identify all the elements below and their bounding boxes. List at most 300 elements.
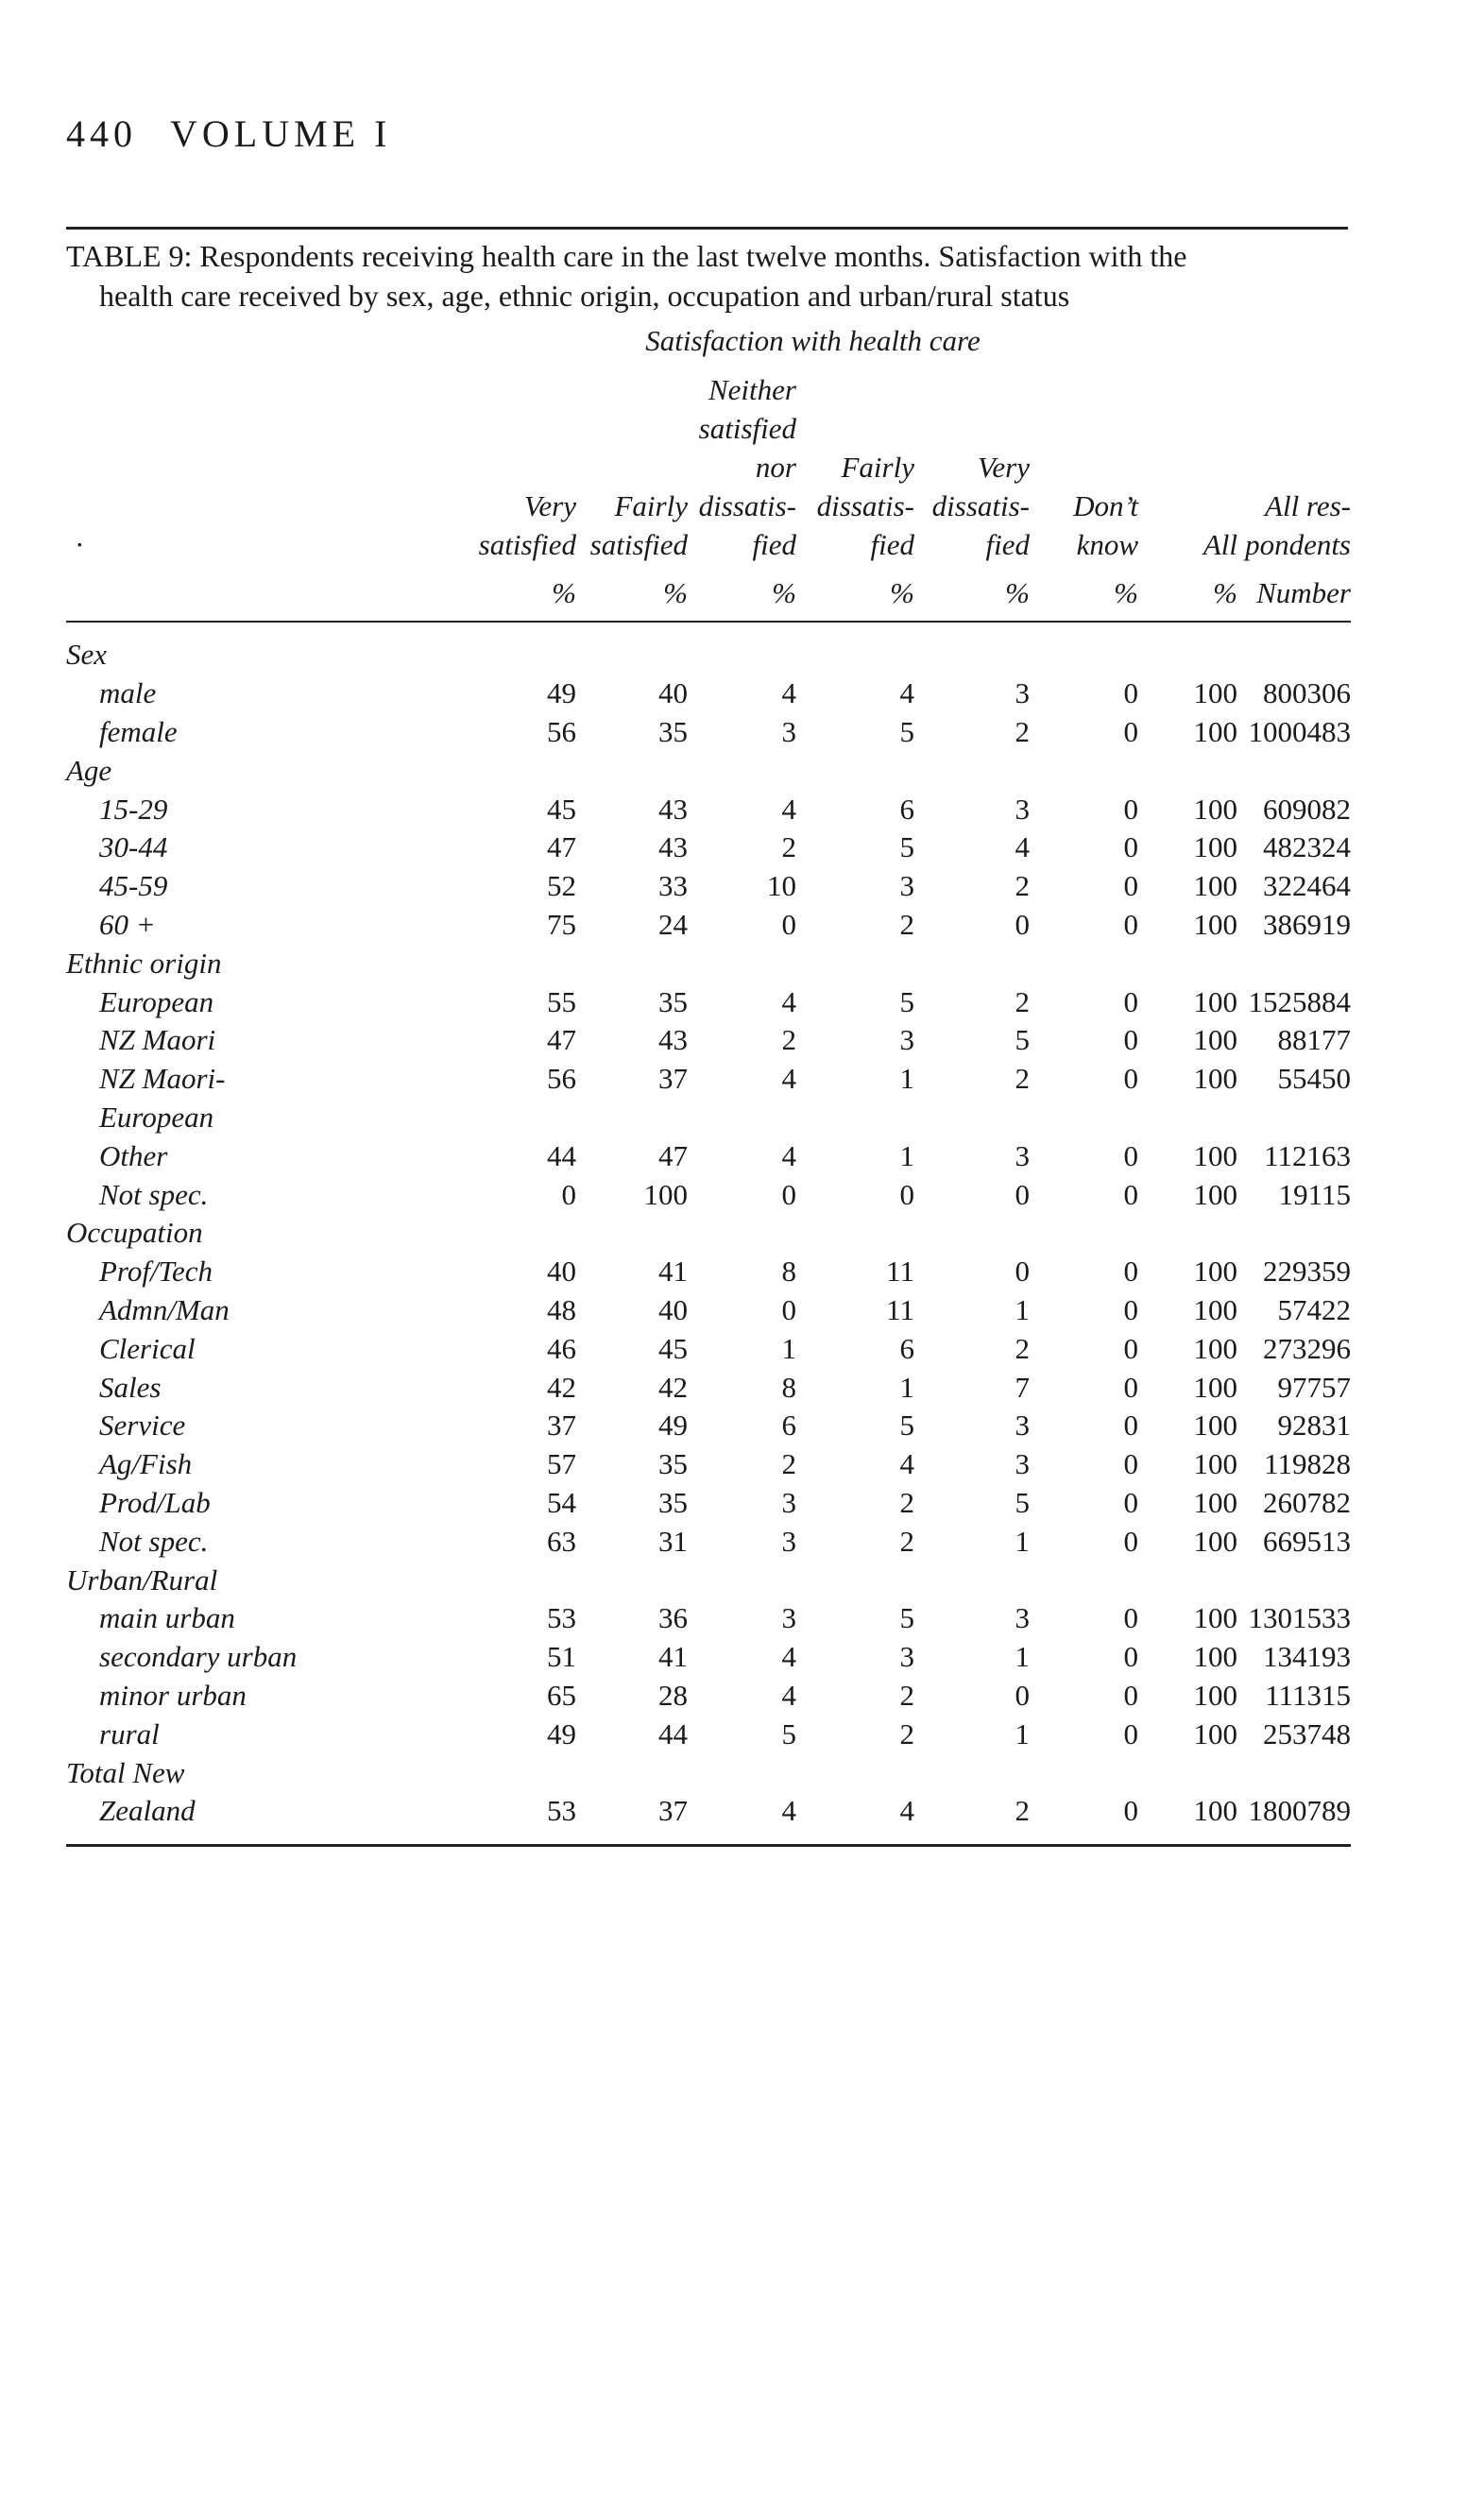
table-cell: 4 bbox=[899, 676, 914, 710]
table-cell bbox=[1138, 1214, 1237, 1253]
table-cell: 386919 bbox=[1263, 907, 1351, 941]
row-label: Prod/Lab bbox=[99, 1485, 211, 1519]
table-cell: 92831 bbox=[1277, 1409, 1351, 1443]
table-cell bbox=[1237, 944, 1351, 982]
table-cell bbox=[1237, 1561, 1351, 1599]
header-all bbox=[1138, 370, 1237, 564]
table-cell: 97757 bbox=[1277, 1370, 1351, 1404]
table-cell: 100 bbox=[1193, 1255, 1237, 1289]
table-cell: 0 bbox=[1123, 1485, 1138, 1519]
table-cell: 0 bbox=[781, 1292, 796, 1326]
group-label: Total New bbox=[66, 1755, 185, 1789]
table-cell: 5 bbox=[899, 1409, 914, 1443]
header-fairly-dissatisfied bbox=[796, 370, 914, 564]
table-cell: 11 bbox=[886, 1292, 914, 1326]
header-text: satisfied bbox=[698, 412, 796, 445]
table-cell: 53 bbox=[547, 1601, 576, 1635]
table-cell bbox=[796, 1753, 914, 1792]
header-all-respondents bbox=[1237, 370, 1351, 564]
table-row bbox=[66, 1060, 1351, 1099]
group-label: Ethnic origin bbox=[66, 946, 222, 980]
table-cell: 3 bbox=[1015, 1447, 1030, 1481]
row-label: minor urban bbox=[99, 1678, 247, 1712]
unit-cell: Number bbox=[1256, 575, 1351, 609]
table-cell: 111315 bbox=[1265, 1678, 1351, 1712]
table-cell: 0 bbox=[1123, 676, 1138, 710]
header-text: nor bbox=[755, 451, 796, 484]
table-cell bbox=[408, 1753, 576, 1792]
table-cell: 2 bbox=[899, 1716, 914, 1750]
page-number: 440 bbox=[66, 112, 137, 155]
row-label: 15-29 bbox=[99, 792, 168, 826]
table-cell: 0 bbox=[781, 907, 796, 941]
table-cell: 100 bbox=[1193, 1601, 1237, 1635]
table-cell: 669513 bbox=[1263, 1524, 1351, 1558]
row-label: female bbox=[99, 714, 178, 748]
table-row bbox=[66, 1099, 1351, 1137]
table-row bbox=[66, 1329, 1351, 1368]
table-cell: 100 bbox=[1193, 1485, 1237, 1519]
table-cell: 47 bbox=[658, 1138, 688, 1172]
table-cell: 2 bbox=[1015, 984, 1030, 1018]
table-cell: 100 bbox=[1193, 1716, 1237, 1750]
row-label: NZ Maori- bbox=[99, 1062, 226, 1096]
header-text: Don’t bbox=[1073, 489, 1138, 522]
table-cell: 1 bbox=[899, 1062, 914, 1096]
table-cell bbox=[576, 1099, 688, 1137]
table-row bbox=[66, 1175, 1351, 1214]
header-text: satisfied bbox=[589, 528, 688, 561]
table-cell bbox=[1138, 751, 1237, 790]
table-cell: 0 bbox=[1123, 1331, 1138, 1365]
table-cell bbox=[796, 944, 914, 982]
header-text: Very bbox=[523, 489, 576, 522]
header-text: Very bbox=[977, 451, 1030, 484]
table-cell: 1000483 bbox=[1248, 714, 1351, 748]
table-cell: 134193 bbox=[1263, 1640, 1351, 1674]
table-row bbox=[66, 1677, 1351, 1716]
table-cell bbox=[796, 1561, 914, 1599]
table-cell: 52 bbox=[547, 869, 576, 903]
table-cell: 4 bbox=[899, 1447, 914, 1481]
table-cell bbox=[1138, 1753, 1237, 1792]
table-cell: 0 bbox=[1015, 1678, 1030, 1712]
table-cell: 37 bbox=[658, 1062, 688, 1096]
divider-row bbox=[66, 622, 1351, 636]
table-cell bbox=[1138, 944, 1237, 982]
table-cell: 2 bbox=[781, 830, 796, 864]
caption-line-1: TABLE 9: Respondents receiving health care in the last twelve months. Satisfaction with the bbox=[66, 239, 1187, 273]
table-cell: 1800789 bbox=[1237, 1792, 1351, 1845]
unit-cell: % bbox=[1114, 575, 1138, 609]
header-text: pondents bbox=[1245, 528, 1351, 561]
table-caption bbox=[66, 236, 1351, 316]
table-cell: 100 bbox=[1193, 1409, 1237, 1443]
table-cell: 4 bbox=[688, 1792, 796, 1845]
table-cell bbox=[914, 636, 1030, 674]
table-cell: 54 bbox=[547, 1485, 576, 1519]
row-label: 45-59 bbox=[99, 869, 168, 903]
column-spanner: Satisfaction with health care bbox=[645, 324, 981, 357]
table-cell bbox=[796, 751, 914, 790]
table-cell bbox=[408, 944, 576, 982]
table-row bbox=[66, 1445, 1351, 1484]
table-cell: 5 bbox=[899, 984, 914, 1018]
table-cell: 119828 bbox=[1264, 1447, 1351, 1481]
table-cell: 0 bbox=[1015, 1177, 1030, 1211]
table-cell: 0 bbox=[1123, 1601, 1138, 1635]
table-cell: 28 bbox=[658, 1678, 688, 1712]
table-cell: 100 bbox=[1193, 1177, 1237, 1211]
header-row bbox=[66, 370, 1351, 564]
table-cell: 100 bbox=[1193, 1678, 1237, 1712]
table-cell: 0 bbox=[1015, 907, 1030, 941]
table-cell: 0 bbox=[1015, 1255, 1030, 1289]
stub-mark: · bbox=[76, 528, 83, 561]
table-cell: 57 bbox=[547, 1447, 576, 1481]
table-cell: 100 bbox=[1193, 676, 1237, 710]
table-cell: 3 bbox=[781, 1524, 796, 1558]
table-cell: 5 bbox=[899, 830, 914, 864]
table-cell bbox=[914, 944, 1030, 982]
row-label: Clerical bbox=[99, 1331, 196, 1365]
table-top-rule bbox=[66, 227, 1348, 230]
table-cell: 5 bbox=[899, 714, 914, 748]
table-cell: 273296 bbox=[1263, 1331, 1351, 1365]
table-cell: 100 bbox=[1193, 792, 1237, 826]
unit-cell: % bbox=[890, 575, 914, 609]
group-label: Urban/Rural bbox=[66, 1562, 218, 1596]
table-cell: 0 bbox=[1123, 1062, 1138, 1096]
table-cell bbox=[1030, 1753, 1138, 1792]
table-cell: 8 bbox=[781, 1370, 796, 1404]
table-cell bbox=[1237, 1099, 1351, 1137]
table-cell: 0 bbox=[1123, 830, 1138, 864]
table-cell: 4 bbox=[781, 1640, 796, 1674]
table-cell bbox=[796, 1099, 914, 1137]
table-cell: 1 bbox=[1015, 1716, 1030, 1750]
table-cell bbox=[1138, 1099, 1237, 1137]
table-cell bbox=[1237, 1753, 1351, 1792]
header-text: satisfied bbox=[478, 528, 576, 561]
divider-cell bbox=[66, 622, 1351, 636]
table-row bbox=[66, 674, 1351, 713]
table-cell: 49 bbox=[547, 676, 576, 710]
table-cell: 11 bbox=[886, 1255, 914, 1289]
table-cell bbox=[576, 944, 688, 982]
group-label: Age bbox=[66, 753, 112, 787]
table-cell: 100 bbox=[1193, 1370, 1237, 1404]
table-cell: 3 bbox=[781, 1485, 796, 1519]
table-cell: 55 bbox=[547, 984, 576, 1018]
table-row bbox=[66, 982, 1351, 1021]
table-cell: 65 bbox=[547, 1678, 576, 1712]
table-cell: 2 bbox=[1015, 1062, 1030, 1096]
table-cell: 4 bbox=[781, 984, 796, 1018]
table-cell: 35 bbox=[658, 714, 688, 748]
row-label: secondary urban bbox=[99, 1640, 298, 1674]
table-cell: 2 bbox=[899, 1485, 914, 1519]
table-cell: 49 bbox=[658, 1409, 688, 1443]
table-cell: 0 bbox=[1123, 1023, 1138, 1057]
table-cell: 2 bbox=[781, 1023, 796, 1057]
table-cell bbox=[914, 1214, 1030, 1253]
table-cell: 0 bbox=[1030, 1792, 1138, 1845]
table-cell: 44 bbox=[658, 1716, 688, 1750]
table-cell: 40 bbox=[658, 1292, 688, 1326]
table-cell: 63 bbox=[547, 1524, 576, 1558]
table-cell: 0 bbox=[1123, 1640, 1138, 1674]
table-cell: 5 bbox=[1015, 1023, 1030, 1057]
table-cell: 5 bbox=[899, 1601, 914, 1635]
table-cell: 1 bbox=[1015, 1640, 1030, 1674]
table-cell: 45 bbox=[547, 792, 576, 826]
table-cell: 43 bbox=[658, 792, 688, 826]
row-label: main urban bbox=[99, 1601, 235, 1635]
table-cell: 4 bbox=[781, 792, 796, 826]
table-cell: 0 bbox=[1123, 907, 1138, 941]
table-cell: 41 bbox=[658, 1255, 688, 1289]
table-cell: 0 bbox=[1123, 714, 1138, 748]
table-cell: 35 bbox=[658, 1447, 688, 1481]
row-label: Admn/Man bbox=[99, 1292, 230, 1326]
table-cell: 56 bbox=[547, 1062, 576, 1096]
row-label: Other bbox=[99, 1138, 168, 1172]
table-cell: 47 bbox=[547, 1023, 576, 1057]
table-cell: 0 bbox=[1123, 1524, 1138, 1558]
table-cell: 6 bbox=[899, 1331, 914, 1365]
table-cell: 3 bbox=[1015, 676, 1030, 710]
table-cell: 0 bbox=[561, 1177, 576, 1211]
table-row bbox=[66, 1291, 1351, 1330]
table-cell: 0 bbox=[1123, 1716, 1138, 1750]
unit-cell: % bbox=[772, 575, 796, 609]
table-cell: 37 bbox=[547, 1409, 576, 1443]
table-cell: 5 bbox=[1015, 1485, 1030, 1519]
header-fairly-satisfied bbox=[576, 370, 688, 564]
table-cell: 3 bbox=[1015, 1601, 1030, 1635]
table-cell bbox=[688, 1753, 796, 1792]
table-cell: 53 bbox=[408, 1792, 576, 1845]
table-cell: 35 bbox=[658, 984, 688, 1018]
table-cell bbox=[688, 1561, 796, 1599]
table-cell: 0 bbox=[1123, 1370, 1138, 1404]
table-cell: 56 bbox=[547, 714, 576, 748]
table-cell: 100 bbox=[1193, 1331, 1237, 1365]
row-label: NZ Maori bbox=[99, 1023, 216, 1057]
table-cell bbox=[1138, 636, 1237, 674]
row-label: Zealand bbox=[66, 1792, 408, 1845]
table-cell: 100 bbox=[1193, 1524, 1237, 1558]
table-cell: 100 bbox=[1193, 984, 1237, 1018]
group-row bbox=[66, 636, 1351, 674]
table-cell bbox=[796, 636, 914, 674]
table-cell: 75 bbox=[547, 907, 576, 941]
unit-cell: % bbox=[552, 575, 576, 609]
table-cell: 2 bbox=[899, 1678, 914, 1712]
table-cell bbox=[688, 1099, 796, 1137]
table-cell: 4 bbox=[781, 1678, 796, 1712]
table-row bbox=[66, 906, 1351, 945]
table-cell: 43 bbox=[658, 830, 688, 864]
table-cell: 100 bbox=[1193, 869, 1237, 903]
table-cell: 3 bbox=[1015, 792, 1030, 826]
header-divider bbox=[66, 622, 1351, 636]
table-cell: 2 bbox=[914, 1792, 1030, 1845]
caption-line-2: health care received by sex, age, ethnic origin, occupation and urban/rural status bbox=[99, 279, 1070, 313]
header-neither bbox=[688, 370, 796, 564]
table-cell: 1 bbox=[1015, 1292, 1030, 1326]
table-cell: 33 bbox=[658, 869, 688, 903]
table-cell bbox=[1237, 751, 1351, 790]
table-cell bbox=[914, 1561, 1030, 1599]
table-cell: 2 bbox=[781, 1447, 796, 1481]
table-cell: 1 bbox=[781, 1331, 796, 1365]
header-text: Fairly bbox=[614, 489, 688, 522]
table-cell bbox=[576, 751, 688, 790]
group-row bbox=[66, 751, 1351, 790]
table-row bbox=[66, 867, 1351, 906]
table-cell: 0 bbox=[1123, 1447, 1138, 1481]
table-cell: 3 bbox=[1015, 1138, 1030, 1172]
table-cell: 41 bbox=[658, 1640, 688, 1674]
table-cell: 0 bbox=[781, 1177, 796, 1211]
table-cell: 4 bbox=[781, 676, 796, 710]
row-label: male bbox=[99, 676, 157, 710]
header-text: know bbox=[1076, 528, 1138, 561]
table-cell bbox=[1030, 1214, 1138, 1253]
table-cell: 4 bbox=[781, 1062, 796, 1096]
table-cell bbox=[576, 1214, 688, 1253]
table-cell: 100 bbox=[1193, 830, 1237, 864]
table-cell: 1525884 bbox=[1248, 984, 1351, 1018]
table-cell: 229359 bbox=[1263, 1255, 1351, 1289]
table-cell: 42 bbox=[658, 1370, 688, 1404]
table-cell: 100 bbox=[1138, 1792, 1237, 1845]
row-label: 60 + bbox=[99, 907, 156, 941]
table-row bbox=[66, 1715, 1351, 1753]
row-label: Service bbox=[99, 1409, 186, 1443]
table-cell bbox=[688, 944, 796, 982]
table-cell: 100 bbox=[1193, 1292, 1237, 1326]
table-cell: 1 bbox=[899, 1370, 914, 1404]
header-text: dissatis- bbox=[816, 489, 914, 522]
group-row bbox=[66, 1561, 1351, 1599]
table-cell bbox=[576, 636, 688, 674]
table-cell bbox=[576, 1561, 688, 1599]
table-cell: 100 bbox=[1193, 907, 1237, 941]
table-cell: 5 bbox=[781, 1716, 796, 1750]
table-cell: 19115 bbox=[1278, 1177, 1351, 1211]
table-cell: 1301533 bbox=[1248, 1601, 1351, 1635]
table-row bbox=[66, 1792, 1351, 1845]
table-cell: 0 bbox=[1123, 869, 1138, 903]
row-label: Not spec. bbox=[99, 1177, 209, 1211]
volume-label: VOLUME I bbox=[170, 112, 392, 155]
table-cell bbox=[408, 636, 576, 674]
table-cell: 45 bbox=[658, 1331, 688, 1365]
row-label: 30-44 bbox=[99, 830, 168, 864]
table-row bbox=[66, 1253, 1351, 1291]
table-cell: 43 bbox=[658, 1023, 688, 1057]
table-cell: 3 bbox=[781, 714, 796, 748]
table-cell: 0 bbox=[1123, 1678, 1138, 1712]
satisfaction-table bbox=[66, 370, 1351, 1847]
table-cell: 0 bbox=[899, 1177, 914, 1211]
table-cell: 8 bbox=[781, 1255, 796, 1289]
table-cell: 253748 bbox=[1263, 1716, 1351, 1750]
table-cell: 3 bbox=[1015, 1409, 1030, 1443]
header-text: fied bbox=[985, 528, 1030, 561]
table-cell bbox=[1030, 944, 1138, 982]
unit-cell: % bbox=[1213, 575, 1237, 609]
table-cell: 47 bbox=[547, 830, 576, 864]
table-row bbox=[66, 1484, 1351, 1523]
table-cell: 3 bbox=[781, 1601, 796, 1635]
header-stub bbox=[66, 370, 408, 564]
table-cell: 36 bbox=[658, 1601, 688, 1635]
row-label: European bbox=[99, 1100, 214, 1134]
table-row bbox=[66, 1021, 1351, 1060]
table-cell bbox=[1030, 751, 1138, 790]
row-label: rural bbox=[99, 1716, 160, 1750]
units-row bbox=[66, 564, 1351, 622]
table-cell: 2 bbox=[1015, 1331, 1030, 1365]
table-cell: 4 bbox=[781, 1138, 796, 1172]
header-text: All bbox=[1203, 528, 1237, 561]
table-cell bbox=[914, 751, 1030, 790]
table-cell: 40 bbox=[547, 1255, 576, 1289]
header-very-satisfied bbox=[408, 370, 576, 564]
table-cell bbox=[688, 1214, 796, 1253]
table-cell bbox=[576, 1753, 688, 1792]
table-cell: 100 bbox=[1193, 1138, 1237, 1172]
table-cell: 0 bbox=[1123, 984, 1138, 1018]
group-row bbox=[66, 1214, 1351, 1253]
table-cell: 49 bbox=[547, 1716, 576, 1750]
table-cell: 3 bbox=[899, 869, 914, 903]
table-cell: 40 bbox=[658, 676, 688, 710]
table-cell: 2 bbox=[899, 1524, 914, 1558]
table-cell: 4 bbox=[1015, 830, 1030, 864]
row-label: Not spec. bbox=[99, 1524, 209, 1558]
table-cell: 6 bbox=[781, 1409, 796, 1443]
table-row bbox=[66, 1368, 1351, 1407]
row-label: Prof/Tech bbox=[99, 1255, 213, 1289]
table-cell: 0 bbox=[1123, 1292, 1138, 1326]
table-cell: 0 bbox=[1123, 1255, 1138, 1289]
table-cell bbox=[1237, 1214, 1351, 1253]
table-cell: 1 bbox=[1015, 1524, 1030, 1558]
table-cell: 24 bbox=[658, 907, 688, 941]
table-cell: 2 bbox=[899, 907, 914, 941]
header-text: dissatis- bbox=[698, 489, 796, 522]
table-cell: 3 bbox=[899, 1023, 914, 1057]
header-text: fied bbox=[752, 528, 796, 561]
table-row bbox=[66, 1599, 1351, 1638]
table-cell bbox=[1030, 636, 1138, 674]
table-cell: 6 bbox=[899, 792, 914, 826]
table-header bbox=[66, 370, 1351, 622]
table-cell bbox=[1030, 1561, 1138, 1599]
table-cell: 35 bbox=[658, 1485, 688, 1519]
table-cell: 0 bbox=[1123, 1138, 1138, 1172]
table-cell: 55450 bbox=[1277, 1062, 1351, 1096]
table-row bbox=[66, 1136, 1351, 1175]
table-cell: 609082 bbox=[1263, 792, 1351, 826]
table-cell: 100 bbox=[1193, 714, 1237, 748]
group-label: Sex bbox=[66, 638, 108, 672]
